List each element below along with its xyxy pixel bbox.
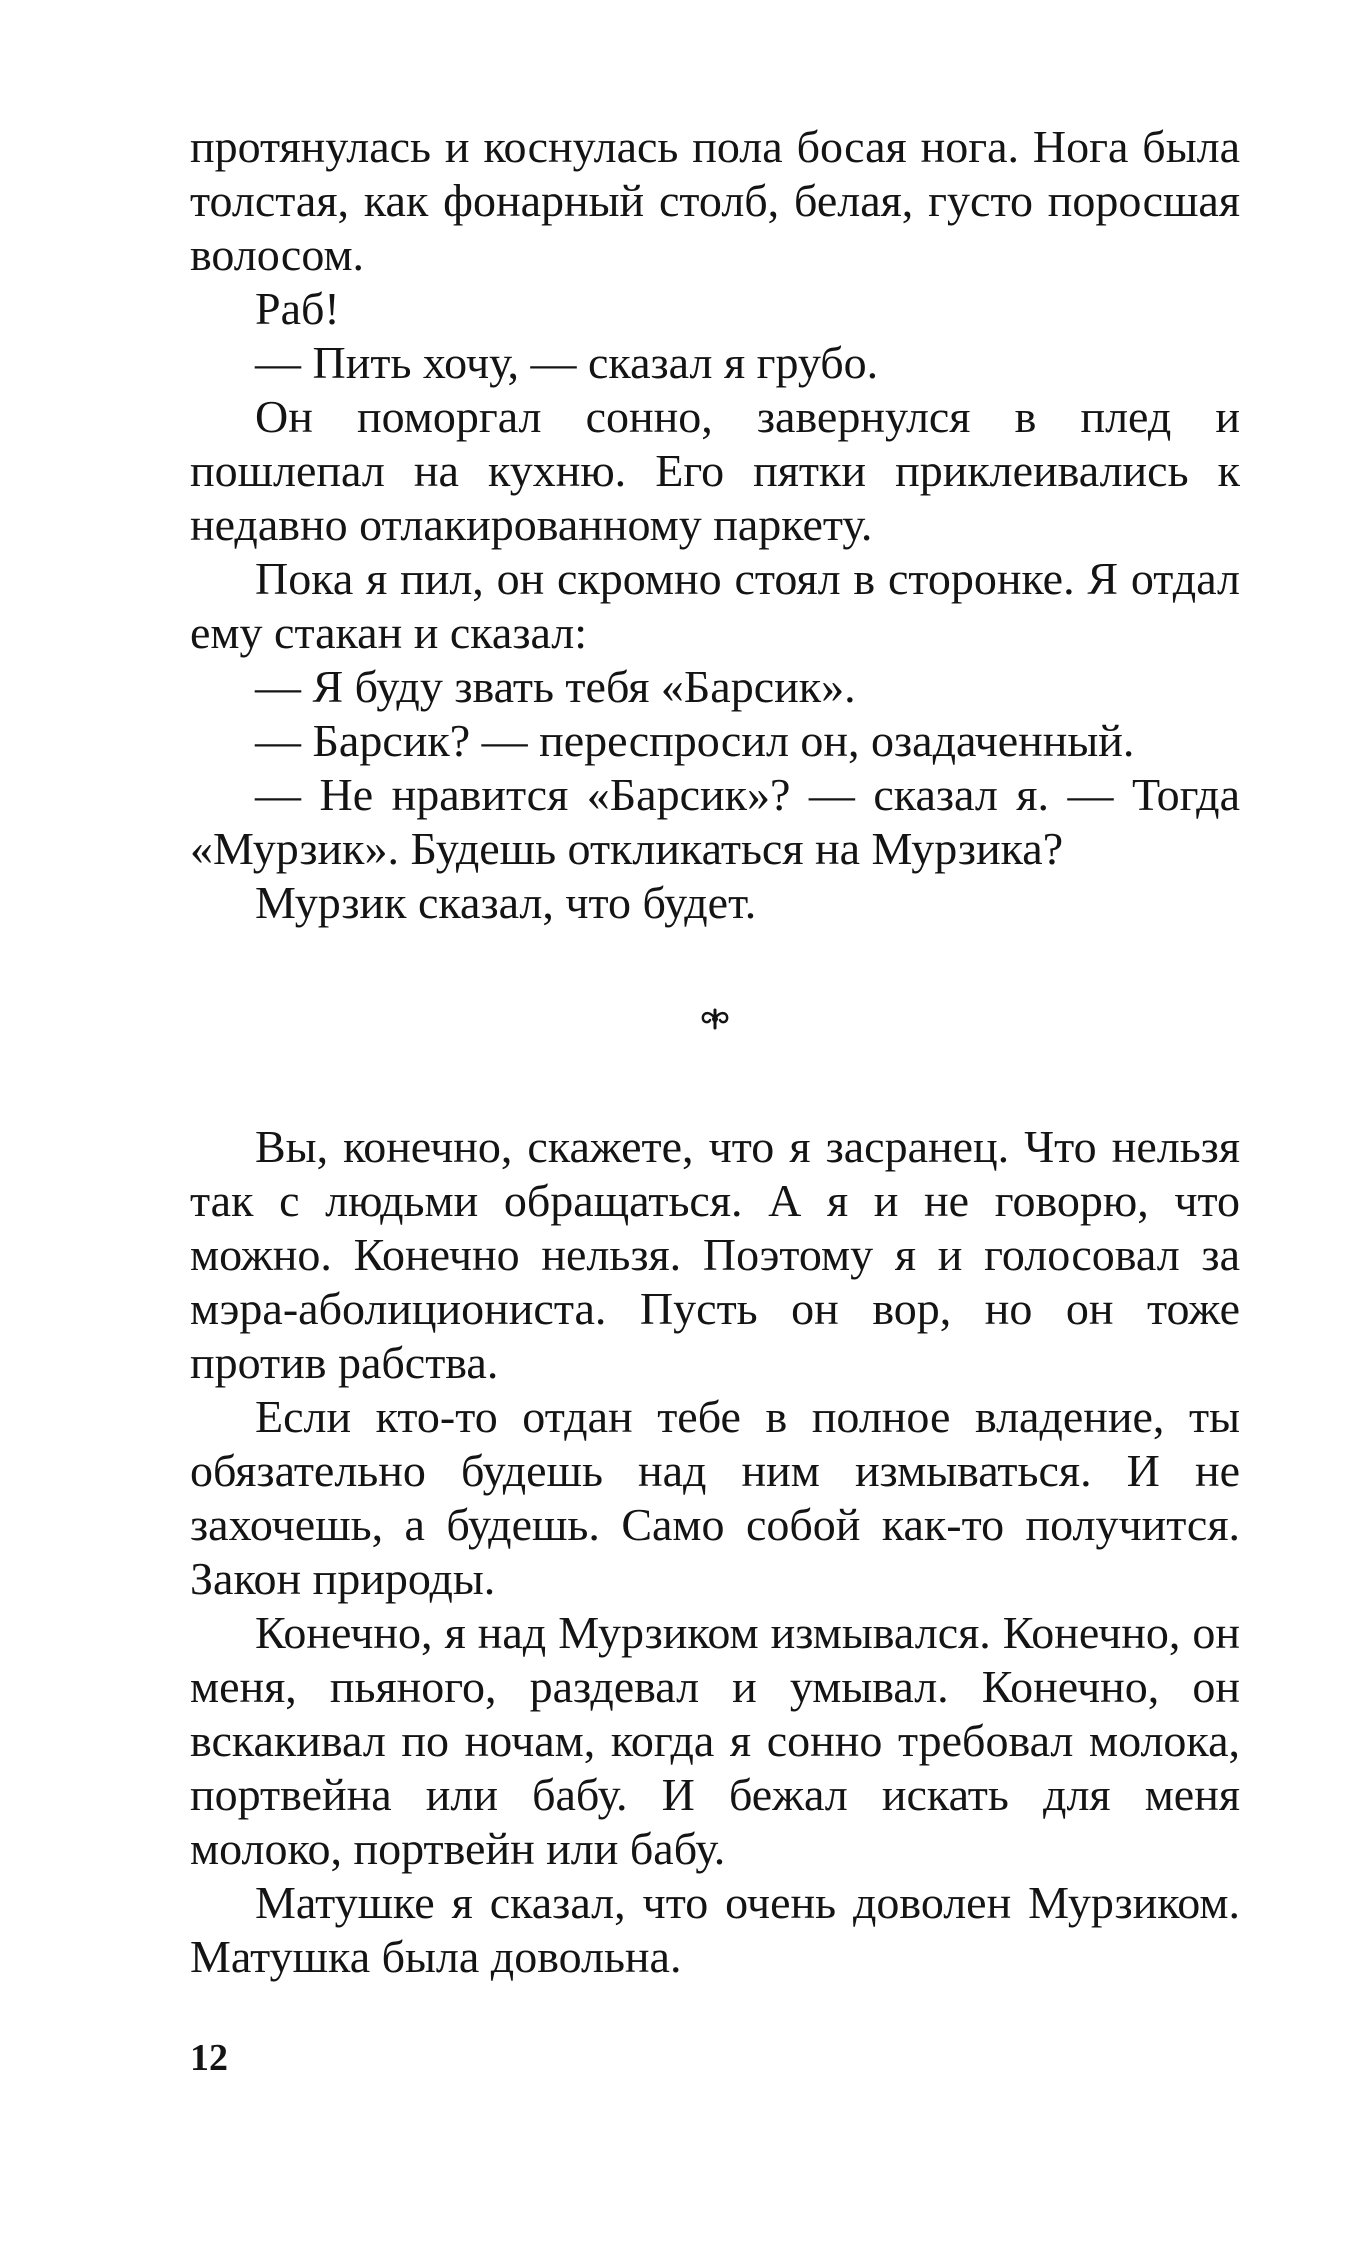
text-section-2 [190, 1120, 1240, 1984]
paragraph: Пока я пил, он скромно стоял в сторонке. Я отдал ему стакан и сказал: [190, 553, 1240, 658]
paragraph: Мурзик сказал, что будет. [255, 877, 757, 928]
paragraph: Вы, конечно, скажете, что я засранец. Что нельзя так с людьми обращаться. А я и не говорю, что можно. Конечно нельзя. Поэтому я и голосовал за мэра-аболициониста. Пусть он вор, но он тоже против рабства. [190, 1121, 1240, 1388]
paragraph: — Не нравится «Барсик»? — сказал я. — Тогда «Мурзик». Будешь откликаться на Мурзика? [190, 769, 1240, 874]
paragraph: — Я буду звать тебя «Барсик». [255, 661, 856, 712]
paragraph: Матушке я сказал, что очень доволен Мурзиком. Матушка была довольна. [190, 1877, 1240, 1982]
text-section-1 [190, 120, 1240, 930]
paragraph: протянулась и коснулась пола босая нога. Нога была толстая, как фонарный столб, белая, густо поросшая волосом. [190, 121, 1240, 280]
paragraph: — Пить хочу, — сказал я грубо. [255, 337, 879, 388]
page-body [190, 120, 1240, 1984]
paragraph: Он поморгал сонно, завернулся в плед и пошлепал на кухню. Его пятки приклеивались к недавно отлакированному паркету. [190, 391, 1240, 550]
paragraph: — Барсик? — переспросил он, озадаченный. [255, 715, 1135, 766]
fleuron-icon [699, 988, 731, 1042]
section-divider [190, 988, 1240, 1062]
paragraph: Раб! [255, 283, 340, 334]
page-number: 12 [190, 2037, 228, 2079]
paragraph: Если кто-то отдан тебе в полное владение, ты обязательно будешь над ним измываться. И не захочешь, а будешь. Само собой как-то получится. Закон природы. [190, 1391, 1240, 1604]
paragraph: Конечно, я над Мурзиком измывался. Конечно, он меня, пьяного, раздевал и умывал. Конечно, он вскакивал по ночам, когда я сонно требовал молока, портвейна или бабу. И бежал искать для меня молоко, портвейн или бабу. [190, 1607, 1240, 1874]
